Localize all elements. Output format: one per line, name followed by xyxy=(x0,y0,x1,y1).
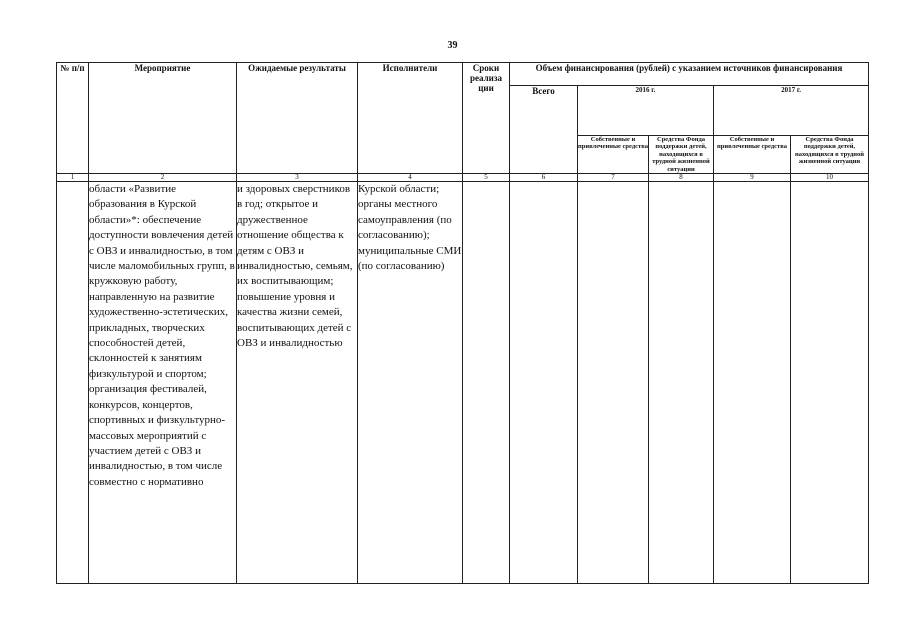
column-number-3: 3 xyxy=(237,174,358,182)
table-row xyxy=(57,182,869,584)
header-2017-fund-support: Средства Фонда поддержки детей, находящихся в трудной жизненной ситуации xyxy=(791,135,869,174)
header-row-1 xyxy=(57,63,869,86)
cell-2016-fund xyxy=(649,182,714,584)
header-funding: Объем финансирования (рублей) с указанием источников финансирования xyxy=(510,63,869,86)
header-executors: Исполнители xyxy=(358,63,463,174)
column-number-2: 2 xyxy=(89,174,237,182)
column-number-6: 6 xyxy=(510,174,578,182)
cell-total xyxy=(510,182,578,584)
cell-executors: Курской области; органы местного самоуправления (по согласованию); муниципальные СМИ (по согласованию) xyxy=(358,182,463,584)
column-number-8: 8 xyxy=(649,174,714,182)
column-number-10: 10 xyxy=(791,174,869,182)
header-total: Всего xyxy=(510,86,578,174)
header-year-2016: 2016 г. xyxy=(578,86,714,136)
column-numbers-row xyxy=(57,174,869,182)
action-plan-table xyxy=(56,62,869,584)
cell-2017-own xyxy=(714,182,791,584)
cell-2016-own xyxy=(578,182,649,584)
header-2017-own-funds: Собственные и привлеченные средства xyxy=(714,135,791,174)
header-2016-own-funds: Собственные и привлеченные средства xyxy=(578,135,649,174)
column-number-4: 4 xyxy=(358,174,463,182)
column-number-9: 9 xyxy=(714,174,791,182)
cell-no xyxy=(57,182,89,584)
header-terms: Сроки реализа ции xyxy=(463,63,510,174)
header-expected-results: Ожидаемые результаты xyxy=(237,63,358,174)
cell-expected-results: и здоровых сверстников в год; открытое и дружественное отношение общества к детям с ОВЗ и инвалидностью, семьям, их воспитывающим; повышение уровня и качества жизни семей, воспитывающих детей с ОВЗ и инвалидностью xyxy=(237,182,358,584)
header-2016-fund-support: Средства Фонда поддержки детей, находящихся в трудной жизненной ситуации xyxy=(649,135,714,174)
column-number-1: 1 xyxy=(57,174,89,182)
cell-terms xyxy=(463,182,510,584)
header-event: Мероприятие xyxy=(89,63,237,174)
cell-event: области «Развитие образования в Курской области»*: обеспечение доступности вовлечения детей с ОВЗ и инвалидностью, в том числе маломобильных групп, в кружковую работу, направленную на развитие художественно-эстетических, прикладных, творческих способностей детей, склонностей к занятиям физкультурой и спортом; организация фестивалей, конкурсов, концертов, спортивных и физкультурно-массовых мероприятий с участием детей с ОВЗ и инвалидностью, в том числе совместно с нормативно xyxy=(89,182,237,584)
cell-2017-fund xyxy=(791,182,869,584)
header-no: № п/п xyxy=(57,63,89,174)
header-year-2017: 2017 г. xyxy=(714,86,869,136)
column-number-5: 5 xyxy=(463,174,510,182)
column-number-7: 7 xyxy=(578,174,649,182)
page-number: 39 xyxy=(447,40,458,51)
